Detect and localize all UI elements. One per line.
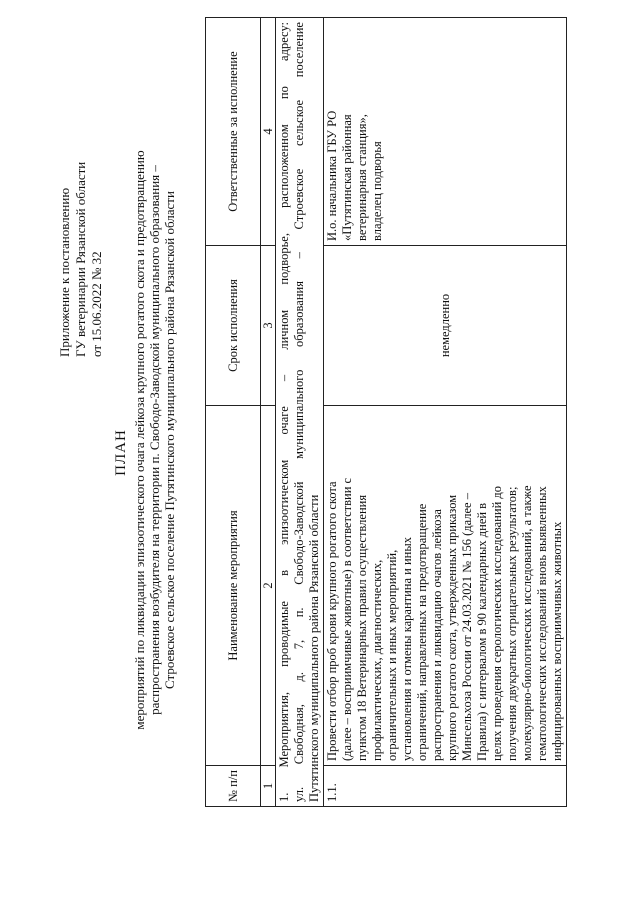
section-heading — [276, 18, 324, 807]
row-term: немедленно — [324, 246, 567, 406]
plan-title: ПЛАН — [113, 429, 129, 476]
section-line-1: 1. Мероприятия, проводимые в эпизоотическом очаге – личном подворье, расположенном по адресу: — [277, 22, 291, 802]
desc-line: Провести отбор проб крови крупного рогатого скота — [325, 481, 339, 761]
col-number-1: 1 — [261, 766, 276, 807]
column-number-row — [261, 18, 276, 807]
header-name: Наименование мероприятия — [206, 406, 261, 766]
appendix-line-2: ГУ ветеринарии Рязанской области — [73, 161, 88, 357]
appendix-note — [57, 37, 105, 357]
header-row — [206, 18, 261, 807]
desc-line: гематологических исследований вновь выявленных — [535, 486, 549, 761]
desc-line: пунктом 18 Ветеринарных правил осуществления — [355, 494, 369, 761]
row-responsible — [324, 18, 567, 246]
desc-line: Минсельхоза России от 24.03.2021 № 156 (далее – — [460, 493, 474, 761]
col-number-2: 2 — [261, 406, 276, 766]
resp-line-3: ветеринарная станция», — [355, 114, 369, 241]
resp-line-2: «Путятинская районная — [340, 114, 354, 241]
header-term: Срок исполнения — [206, 246, 261, 406]
table-row — [324, 18, 567, 807]
desc-line: крупного рогатого скота, утвержденных приказом — [445, 494, 459, 761]
plan-table — [205, 17, 567, 807]
col-number-4: 4 — [261, 18, 276, 246]
row-number: 1.1. — [324, 766, 567, 807]
desc-line: ограничительных и иных мероприятий, — [385, 549, 399, 761]
subtitle-line-3: Строевское сельское поселение Путятинского муниципального района Рязанской области — [162, 191, 177, 689]
section-line-2: ул. Свободная, д. 7, п. Свободо-Заводской муниципального образования – Строевское сельское поселение — [292, 22, 306, 802]
desc-line: установления и отмены карантина и иных — [400, 537, 414, 761]
desc-line: Правила) с интервалом в 90 календарных дней в — [475, 502, 489, 761]
desc-line: молекулярно-биологических исследований, а также — [520, 485, 534, 761]
desc-line: (далее – восприимчивые животные) в соответствии с — [340, 477, 354, 761]
col-number-3: 3 — [261, 246, 276, 406]
appendix-line-3: от 15.06.2022 № 32 — [89, 251, 104, 357]
header-num: № п/п — [206, 766, 261, 807]
desc-line: распространения и ликвидацию очагов лейкоза — [430, 509, 444, 761]
desc-line: целях проведения серологических исследований до — [490, 486, 504, 761]
desc-line: получения двукратных отрицательных результатов; — [505, 486, 519, 761]
desc-line: инфицированных восприимчивых животных — [550, 521, 564, 761]
desc-line: профилактических, диагностических, — [370, 559, 384, 761]
header-resp: Ответственные за исполнение — [206, 18, 261, 246]
resp-line-4: владелец подворья — [370, 141, 384, 241]
section-row — [276, 18, 324, 807]
row-description — [324, 406, 567, 766]
section-line-3: Путятинского муниципального района Рязанской области — [307, 494, 321, 802]
appendix-line-1: Приложение к постановлению — [57, 187, 72, 357]
desc-line: ограничений, направленных на предотвращение — [415, 503, 429, 761]
plan-subtitle — [132, 115, 177, 765]
subtitle-line-2: распространения возбудителя на территории п. Свободо-Заводской муниципального образования – — [147, 165, 162, 715]
subtitle-line-1: мероприятий по ликвидации эпизоотического очага лейкоза крупного рогатого скота и предотвращению — [132, 150, 147, 730]
resp-line-1: И.о. начальника ГБУ РО — [325, 110, 339, 241]
